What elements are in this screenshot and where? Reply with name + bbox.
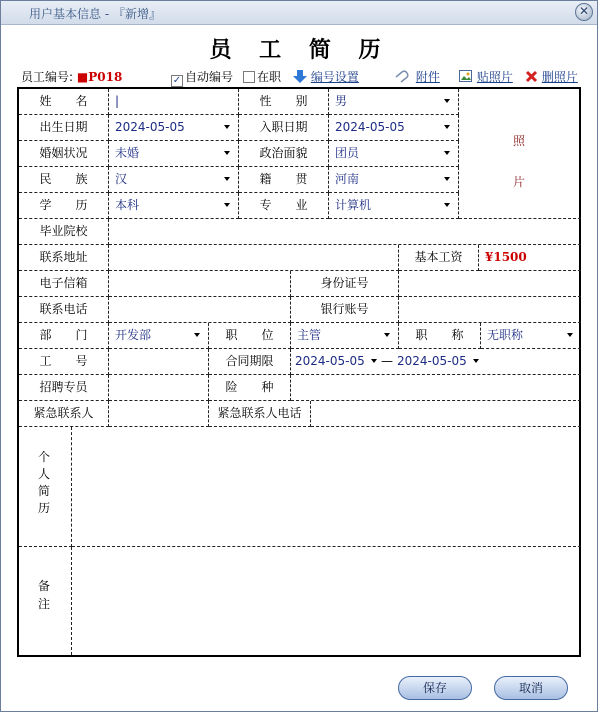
school-label: 毕业院校	[19, 219, 109, 245]
checkbox-checked-icon: ✓	[172, 75, 182, 86]
dropdown-arrow-icon	[444, 177, 450, 181]
education-value: 本科	[115, 198, 140, 212]
form-title: 员 工 简 历	[209, 37, 391, 63]
remark-textarea[interactable]	[72, 547, 581, 655]
position-select[interactable]	[291, 323, 399, 349]
major-select[interactable]	[329, 193, 459, 219]
emergency-contact-input[interactable]	[109, 401, 209, 427]
contract-start-picker[interactable]	[295, 349, 365, 374]
dropdown-arrow-icon	[371, 359, 377, 363]
gender-select[interactable]	[329, 89, 459, 115]
auto-number-checkbox[interactable]	[171, 68, 233, 87]
attachment-link[interactable]	[394, 68, 440, 86]
contract-range	[291, 349, 581, 375]
gender-value: 男	[335, 94, 348, 108]
contract-separator: —	[381, 354, 393, 368]
paste-photo-label: 贴照片	[476, 70, 513, 84]
position-label: 职 位	[209, 323, 291, 349]
work-number-label: 工 号	[19, 349, 109, 375]
education-label: 学 历	[19, 193, 109, 219]
recruiter-label: 招聘专员	[19, 375, 109, 401]
marital-label: 婚姻状况	[19, 141, 109, 167]
insurance-input[interactable]	[291, 375, 581, 401]
education-select[interactable]	[109, 193, 239, 219]
address-input[interactable]	[109, 245, 399, 271]
number-settings-link[interactable]	[293, 68, 359, 86]
contract-end-picker[interactable]	[397, 349, 467, 374]
contract-start-value: 2024-05-05	[295, 354, 365, 368]
department-value: 开发部	[115, 328, 152, 342]
number-settings-label: 编号设置	[310, 70, 359, 84]
emergency-phone-input[interactable]	[311, 401, 581, 427]
remark-label: 备注	[37, 579, 50, 611]
bank-account-label: 银行账号	[291, 297, 399, 323]
dropdown-arrow-icon	[224, 125, 230, 129]
delete-photo-label: 删照片	[541, 70, 578, 84]
name-label: 姓 名	[19, 89, 109, 115]
school-input[interactable]	[109, 219, 581, 245]
name-input[interactable]: |	[109, 89, 239, 115]
photo-area[interactable]	[459, 89, 581, 219]
employee-number-label: 员工编号:	[21, 70, 74, 84]
nation-value: 汉	[115, 172, 128, 186]
dropdown-arrow-icon	[194, 333, 200, 337]
birth-date-picker[interactable]	[109, 115, 239, 141]
salary-label: 基本工资	[399, 245, 479, 271]
phone-label: 联系电话	[19, 297, 109, 323]
insurance-label: 险 种	[209, 375, 291, 401]
cancel-button[interactable]: 取消	[494, 676, 568, 700]
red-marker-icon: ■	[76, 70, 89, 84]
resume-label-cell	[19, 427, 72, 547]
hire-date-value: 2024-05-05	[335, 120, 405, 134]
hire-date-picker[interactable]	[329, 115, 459, 141]
delete-x-icon	[525, 70, 538, 86]
nation-select[interactable]	[109, 167, 239, 193]
down-arrow-icon	[293, 70, 307, 86]
gender-label: 性 别	[239, 89, 329, 115]
photo-label-1: 照	[513, 134, 526, 148]
dropdown-arrow-icon	[224, 151, 230, 155]
department-select[interactable]	[109, 323, 209, 349]
marital-select[interactable]	[109, 141, 239, 167]
id-card-input[interactable]	[399, 271, 581, 297]
contract-label: 合同期限	[209, 349, 291, 375]
paste-photo-link[interactable]	[459, 68, 513, 86]
delete-photo-link[interactable]	[525, 68, 578, 86]
hire-date-label: 入职日期	[239, 115, 329, 141]
political-value: 团员	[335, 146, 360, 160]
native-place-select[interactable]	[329, 167, 459, 193]
email-label: 电子信箱	[19, 271, 109, 297]
attachment-label: 附件	[415, 70, 440, 84]
checkbox-empty-icon	[243, 71, 255, 83]
auto-number-label: 自动编号	[185, 70, 234, 84]
employed-checkbox[interactable]	[243, 68, 281, 85]
position-value: 主管	[297, 328, 322, 342]
dropdown-arrow-icon	[444, 125, 450, 129]
marital-value: 未婚	[115, 146, 140, 160]
employee-number-value: P018	[88, 70, 123, 84]
email-input[interactable]	[109, 271, 291, 297]
salary-input[interactable]: ¥1500	[479, 245, 581, 271]
political-select[interactable]	[329, 141, 459, 167]
major-value: 计算机	[335, 198, 372, 212]
native-place-label: 籍 贯	[239, 167, 329, 193]
employee-number	[21, 68, 122, 85]
employed-label: 在职	[257, 70, 282, 84]
dropdown-arrow-icon	[384, 333, 390, 337]
birth-date-label: 出生日期	[19, 115, 109, 141]
dropdown-arrow-icon	[224, 203, 230, 207]
photo-label-2: 片	[513, 175, 526, 189]
contract-end-value: 2024-05-05	[397, 354, 467, 368]
close-icon: ✕	[578, 4, 590, 18]
title-rank-value: 无职称	[487, 328, 524, 342]
native-place-value: 河南	[335, 172, 360, 186]
department-label: 部 门	[19, 323, 109, 349]
resume-textarea[interactable]	[72, 427, 581, 547]
close-button[interactable]	[575, 3, 593, 21]
recruiter-input[interactable]	[109, 375, 209, 401]
window-title: 用户基本信息 - 『新增』	[29, 7, 161, 21]
emergency-phone-label: 紧急联系人电话	[209, 401, 311, 427]
remark-label-cell	[19, 547, 72, 655]
dropdown-arrow-icon	[444, 203, 450, 207]
id-card-label: 身份证号	[291, 271, 399, 297]
dropdown-arrow-icon	[473, 359, 479, 363]
nation-label: 民 族	[19, 167, 109, 193]
major-label: 专 业	[239, 193, 329, 219]
dropdown-arrow-icon	[444, 99, 450, 103]
emergency-contact-label: 紧急联系人	[19, 401, 109, 427]
dropdown-arrow-icon	[224, 177, 230, 181]
phone-input[interactable]	[109, 297, 291, 323]
title-rank-label: 职 称	[399, 323, 481, 349]
resume-form-grid	[17, 87, 581, 657]
dropdown-arrow-icon	[567, 333, 573, 337]
save-button[interactable]: 保存	[398, 676, 472, 700]
title-bar	[1, 1, 597, 25]
work-number-input[interactable]	[109, 349, 209, 375]
bank-account-input[interactable]	[399, 297, 581, 323]
political-label: 政治面貌	[239, 141, 329, 167]
dropdown-arrow-icon	[444, 151, 450, 155]
address-label: 联系地址	[19, 245, 109, 271]
paperclip-icon	[394, 70, 412, 86]
birth-date-value: 2024-05-05	[115, 120, 185, 134]
resume-label: 个人简历	[37, 450, 50, 515]
title-rank-select[interactable]	[481, 323, 581, 349]
picture-icon	[459, 70, 473, 86]
